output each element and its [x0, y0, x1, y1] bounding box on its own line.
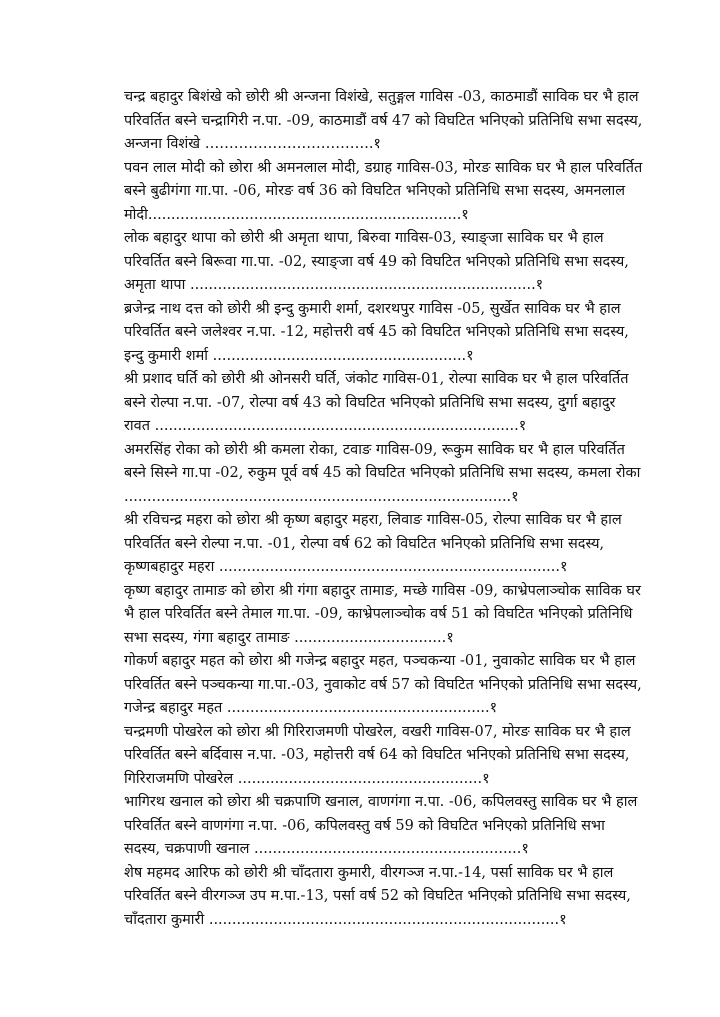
entry-text: पवन लाल मोदी को छोरा श्री अमनलाल मोदी, डग्राह गाविस-03, मोरङ साविक घर भै हाल परिवर्तित बस्ने बुढीगंगा गा.पा. -06, मोरङ वर्ष 36 को विघटित भनिएको प्रतिनिधि सभा सदस्य, अमनलाल मोदी....................................................................१ [124, 159, 643, 223]
entry-2 [124, 157, 644, 228]
entry-5 [124, 368, 644, 439]
entry-4 [124, 298, 644, 369]
entry-10 [124, 721, 644, 792]
entry-text: चन्द्र बहादुर बिशंखे को छोरी श्री अन्जना विशंखे, सतुङ्गल गाविस -03, काठमाडौं साविक घर भै हाल परिवर्तित बस्ने चन्द्रागिरी न.पा. -09, काठमाडौं वर्ष 47 को विघटित भनिएको प्रतिनिधि सभा सदस्य, अन्जना विशंखे ……………………………..१ [124, 89, 643, 152]
entry-text: श्री प्रशाद घर्ति को छोरी श्री ओनसरी घर्ति, जंकोट गाविस-01, रोल्पा साविक घर भै हाल परिवर्तित बस्ने रोल्पा न.पा. -07, रोल्पा वर्ष 43 को विघटित भनिएको प्रतिनिधि सभा सदस्य, दुर्गा बहादुर रावत ...............................................................................१ [124, 371, 629, 434]
entry-7 [124, 509, 644, 580]
entry-text: भागिरथ खनाल को छोरा श्री चक्रपाणि खनाल, वाणगंगा न.पा. -06, कपिलवस्तु साविक घर भै हाल परिवर्तित बस्ने वाणगंगा न.पा. -06, कपिलवस्तु वर्ष 59 को विघटित भनिएको प्रतिनिधि सभा सदस्य, चक्रपाणी खनाल ..........................................................१ [124, 794, 638, 857]
entry-text: ब्रजेन्द्र नाथ दत्त को छोरी श्री इन्दु कुमारी शर्मा, दशरथपुर गाविस -05, सुर्खेत साविक घर भै हाल परिवर्तित बस्ने जलेश्वर न.पा. -12, महोत्तरी वर्ष 45 को विघटित भनिएको प्रतिनिधि सभा सदस्य, इन्दु कुमारी शर्मा .......................................................१ [124, 300, 629, 364]
entry-1 [124, 86, 644, 157]
entry-8 [124, 580, 644, 651]
entry-text: श्री रविचन्द्र महरा को छोरा श्री कृष्ण बहादुर महरा, लिवाङ गाविस-05, रोल्पा साविक घर भै हाल परिवर्तित बस्ने रोल्पा न.पा. -01, रोल्पा वर्ष 62 को विघटित भनिएको प्रतिनिधि सभा सदस्य, कृष्णबहादुर महरा ..........................................................................१ [124, 512, 622, 575]
entry-text: कृष्ण बहादुर तामाङ को छोरा श्री गंगा बहादुर तामाङ, मच्छे गाविस -09, काभ्रेपलाञ्चोक साविक घर भै हाल परिवर्तित बस्ने तेमाल गा.पा. -09, काभ्रेपलाञ्चोक वर्ष 51 को विघटित भनिएको प्रतिनिधि सभा सदस्य, गंगा बहादुर तामाङ .................................१ [124, 582, 641, 646]
entry-3 [124, 227, 644, 298]
entry-text: शेष महमद आरिफ को छोरी श्री चाँदतारा कुमारी, वीरगञ्ज न.पा.-14, पर्सा साविक घर भै हाल परिवर्तित बस्ने वीरगञ्ज उप म.पा.-13, पर्सा वर्ष 52 को विघटित भनिएको प्रतिनिधि सभा सदस्य, चाँदतारा कुमारी ............................................................................१ [124, 864, 631, 928]
entry-6 [124, 439, 644, 510]
entry-text: चन्द्रमणी पोखरेल को छोरा श्री गिरिराजमणी पोखरेल, वखरी गाविस-07, मोरङ साविक घर भै हाल परिवर्तित बस्ने बर्दिवास न.पा. -03, महोत्तरी वर्ष 64 को विघटित भनिएको प्रतिनिधि सभा सदस्य, गिरिराजमणि पोखरेल .....................................................१ [124, 723, 631, 787]
entry-text: गोकर्ण बहादुर महत को छोरा श्री गजेन्द्र बहादुर महत, पञ्चकन्या -01, नुवाकोट साविक घर भै हाल परिवर्तित बस्ने पञ्चकन्या गा.पा.-03, नुवाकोट वर्ष 57 को विघटित भनिएको प्रतिनिधि सभा सदस्य, गजेन्द्र बहादुर महत .........................................................१ [124, 653, 642, 716]
entry-9 [124, 650, 644, 721]
entry-text: लोक बहादुर थापा को छोरी श्री अमृता थापा, बिरुवा गाविस-03, स्याङ्जा साविक घर भै हाल परिवर्तित बस्ने बिरूवा गा.पा. -02, स्याङ्जा वर्ष 49 को विघटित भनिएको प्रतिनिधि सभा सदस्य, अमृता थापा ...........................................................................१ [124, 230, 629, 293]
entry-11 [124, 791, 644, 862]
entry-text: अमरसिंह रोका को छोरी श्री कमला रोका, टवाङ गाविस-09, रूकुम साविक घर भै हाल परिवर्तित बस्ने सिस्ने गा.पा -02, रुकुम पूर्व वर्ष 45 को विघटित भनिएको प्रतिनिधि सभा सदस्य, कमला रोका ....................................................................................१ [124, 441, 641, 505]
document-page [124, 86, 644, 932]
entry-12 [124, 862, 644, 933]
